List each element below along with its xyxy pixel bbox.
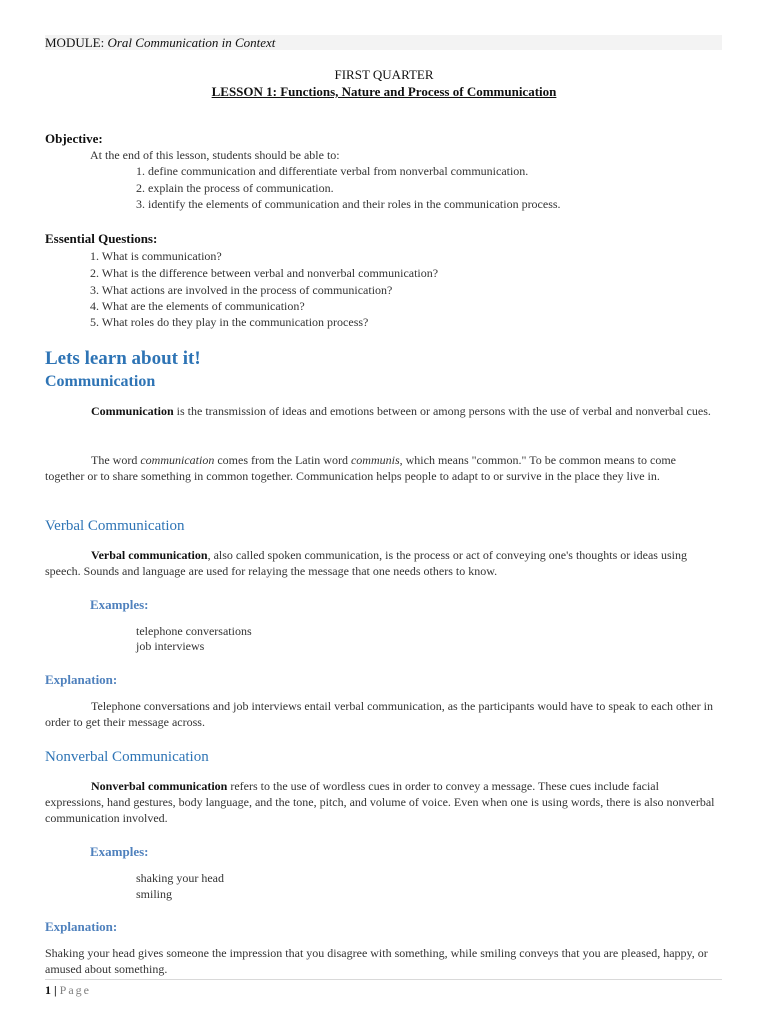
etymology-text: , which means "common." To be common means to come together or to share something in common together. Communication helps people to adapt to or survive in the place they live in.: [45, 453, 676, 483]
verbal-definition: [45, 547, 717, 579]
nonverbal-explanation-heading: Explanation:: [45, 919, 118, 934]
etymology-text: The word: [91, 453, 141, 467]
objective-intro: At the end of this lesson, students should be able to:: [90, 148, 340, 162]
communication-definition: [45, 403, 717, 419]
verbal-explanation: [45, 698, 717, 730]
objective-item: 3. identify the elements of communication and their roles in the communication process.: [136, 197, 561, 211]
nonverbal-examples-heading: Examples:: [90, 844, 149, 859]
essential-question: 2. What is the difference between verbal and nonverbal communication?: [90, 266, 439, 280]
communication-definition-text: is the transmission of ideas and emotions between or among persons with the use of verbal and nonverbal cues.: [173, 404, 711, 418]
nonverbal-explanation: Shaking your head gives someone the impression that you disagree with something, while smiling conveys that you are pleased, happy, or amused about something.: [45, 946, 708, 976]
footer-separator: |: [54, 983, 57, 997]
nonverbal-definition: [45, 778, 717, 826]
objective-heading: Objective:: [45, 131, 103, 146]
module-title: Oral Communication in Context: [107, 35, 276, 50]
essential-questions-heading: Essential Questions:: [45, 231, 158, 246]
verbal-definition-text: , also called spoken communication, is the process or act of conveying one's thoughts or ideas using speech. Sounds and language are used for relaying the message that one needs others to know.: [45, 548, 687, 578]
page-number: 1: [45, 983, 51, 997]
verbal-examples-heading: Examples:: [90, 597, 149, 612]
verbal-explanation-text: Telephone conversations and job interviews entail verbal communication, as the participants would have to speak to each other in order to get their message across.: [45, 699, 713, 729]
verbal-term: Verbal communication: [91, 548, 208, 562]
verbal-example: telephone conversations: [136, 624, 252, 638]
page-label: Page: [59, 983, 91, 997]
page-footer: [45, 983, 91, 998]
nonverbal-term: Nonverbal communication: [91, 779, 228, 793]
essential-question: 3. What actions are involved in the process of communication?: [90, 283, 393, 297]
communication-term: Communication: [91, 404, 174, 418]
essential-question: 1. What is communication?: [90, 249, 222, 263]
communication-heading: Communication: [45, 373, 156, 390]
verbal-explanation-heading: Explanation:: [45, 672, 118, 687]
quarter-title: FIRST QUARTER: [334, 67, 434, 82]
nonverbal-definition-text: refers to the use of wordless cues in order to convey a message. These cues include facial expressions, hand gestures, body language, and the tone, pitch, and volume of voice. Even when one is using words, there is also nonverbal communication involved.: [45, 779, 715, 825]
etymology-word: communication: [140, 453, 215, 467]
objective-item: 2. explain the process of communication.: [136, 181, 334, 195]
nonverbal-example: smiling: [136, 887, 173, 901]
essential-question: 5. What roles do they play in the communication process?: [90, 315, 369, 329]
objective-item: 1. define communication and differentiate verbal from nonverbal communication.: [136, 164, 529, 178]
verbal-heading: Verbal Communication: [45, 518, 185, 534]
nonverbal-heading: Nonverbal Communication: [45, 749, 209, 765]
etymology-text: comes from the Latin word: [214, 453, 351, 467]
etymology-latin: communis: [350, 453, 400, 467]
essential-question: 4. What are the elements of communication?: [90, 299, 305, 313]
verbal-example: job interviews: [136, 639, 205, 653]
footer-divider: [45, 979, 722, 980]
learn-heading: Lets learn about it!: [45, 348, 201, 369]
nonverbal-example: shaking your head: [136, 871, 224, 885]
module-label: MODULE:: [45, 35, 105, 50]
lesson-title: LESSON 1: Functions, Nature and Process of Communication: [211, 84, 557, 99]
module-header: [45, 35, 722, 50]
communication-etymology: [45, 452, 717, 484]
